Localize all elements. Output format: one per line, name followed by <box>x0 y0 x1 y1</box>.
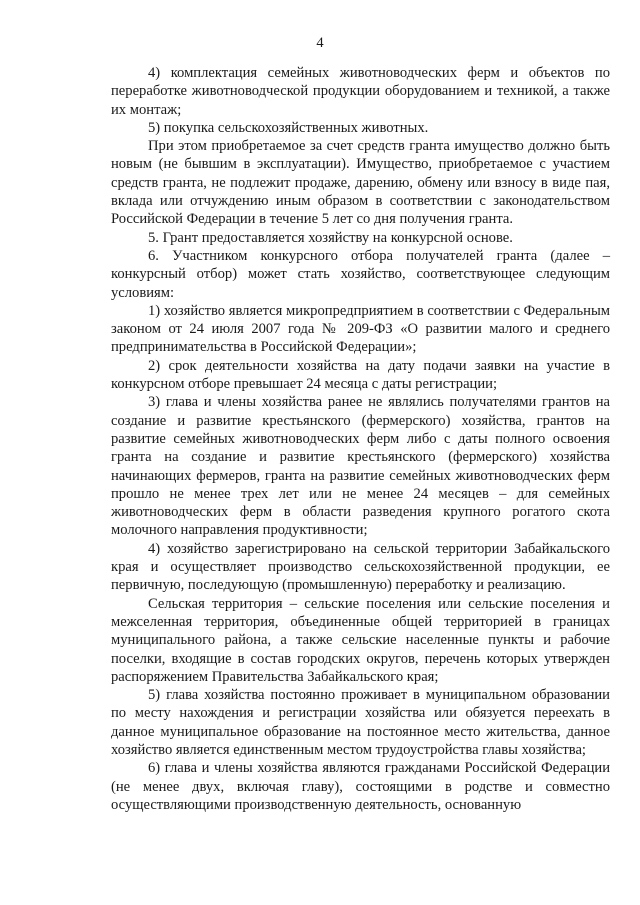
paragraph-condition-4: 4) хозяйство зарегистрировано на сельской территории Забайкальского края и осуществляет производство сельскохозяйственной продукции, ее первичную, последующую (промышленную) переработку и реализацию. <box>111 540 610 594</box>
paragraph-condition-3: 3) глава и члены хозяйства ранее не являлись получателями грантов на создание и развитие крестьянского (фермерского) хозяйства, грантов на развитие семейных животноводческих ферм либо с даты полного освоения гранта на создание и развитие крестьянского (фермерского) хозяйства начинающих фермеров, гранта на развитие семейных животноводческих ферм прошло не менее трех лет или не менее 24 месяцев – для семейных животноводческих ферм в области разведения крупного рогатого скота молочного направления продуктивности; <box>111 394 610 539</box>
document-body <box>111 64 610 814</box>
paragraph-item-4-equipment: 4) комплектация семейных животноводческих ферм и объектов по переработке животноводческой продукции оборудованием и техникой, а также их монтаж; <box>111 65 610 118</box>
paragraph-rural-territory: Сельская территория – сельские поселения или сельские поселения и межселенная территория, объединенные общей территорией в границах муниципального района, а также сельские населенные пункты и рабочие поселки, входящие в состав городских округов, перечень которых утвержден распоряжением Правительства Забайкальского края; <box>111 595 610 685</box>
paragraph-property-conditions: При этом приобретаемое за счет средств гранта имущество должно быть новым (не бывшим в эксплуатации). Имущество, приобретаемое с участием средств гранта, не подлежит продаже, дарению, обмену или взносу в виде пая, вклада или отчуждению иным образом в соответствии с законодательством Российской Федерации в течение 5 лет со дня получения гранта. <box>111 138 610 228</box>
paragraph-condition-6: 6) глава и члены хозяйства являются гражданами Российской Федерации (не менее двух, включая главу), состоящими в родстве и совместно осуществляющими производственную деятельность, основанную <box>111 760 610 813</box>
paragraph-item-5-animals: 5) покупка сельскохозяйственных животных. <box>148 119 429 136</box>
page-number: 4 <box>316 35 324 51</box>
paragraph-condition-2: 2) срок деятельности хозяйства на дату подачи заявки на участие в конкурсном отборе превышает 24 месяца с даты регистрации; <box>111 357 610 393</box>
paragraph-section-6: 6. Участником конкурсного отбора получателей гранта (далее – конкурсный отбор) может стать хозяйство, соответствующее следующим условиям: <box>111 247 610 301</box>
paragraph-section-5: 5. Грант предоставляется хозяйству на конкурсной основе. <box>148 229 513 246</box>
paragraph-condition-5: 5) глава хозяйства постоянно проживает в муниципальном образовании по месту нахождения и регистрации хозяйства или обязуется переехать в данное муниципальное образование на постоянное место жительства, данное хозяйство является единственным местом трудоустройства главы хозяйства; <box>111 687 610 758</box>
paragraph-condition-1: 1) хозяйство является микропредприятием в соответствии с Федеральным законом от 24 июля 2007 года № 209-ФЗ «О развитии малого и среднего предпринимательства в Российской Федерации»; <box>111 302 610 356</box>
